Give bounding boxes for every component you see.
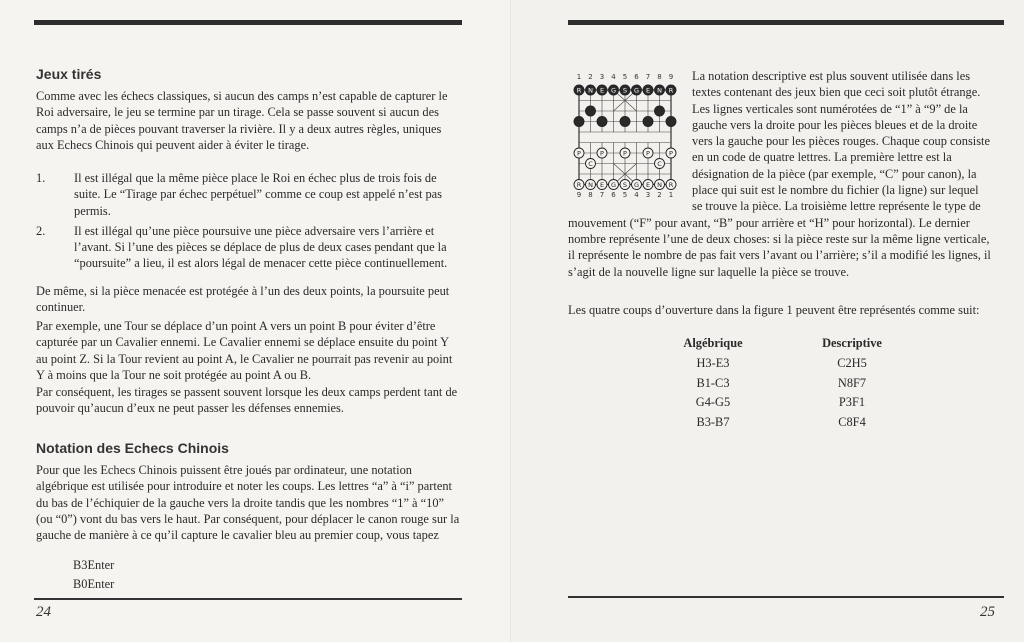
piece-disc [574, 117, 584, 127]
draws-intro: Comme avec les échecs classiques, si aucun des camps n’est capable de capturer le Roi adversaire, le jeu se termine par un tirage. Cela se passe souvent si aucun des camps n’a de pièces pouvant traverser la rivière. Il y a deux autres règles, uniques aux Echecs Chinois qui peuvent aider à éviter le tirage. [36, 89, 448, 152]
moves-table [660, 336, 902, 432]
descriptive-cell: C2H5 [837, 356, 867, 370]
file-number: 1 [576, 73, 582, 81]
file-number: 2 [588, 73, 593, 81]
table-header-row [660, 336, 902, 354]
piece-disc [597, 117, 607, 127]
piece-label: R [576, 86, 582, 95]
red-cannon [655, 159, 665, 169]
red-piece [597, 180, 607, 190]
blue-piece [620, 85, 630, 95]
piece-label: N [657, 86, 662, 95]
blue-cannon [586, 106, 596, 116]
red-piece [609, 180, 619, 190]
red-piece [655, 180, 665, 190]
file-number: 7 [599, 191, 605, 199]
file-number: 4 [611, 73, 616, 81]
piece-label: G [633, 180, 640, 189]
blue-piece [609, 85, 619, 95]
piece-label: N [588, 180, 593, 189]
protected-paragraph: De même, si la pièce menacée est protégée à l’un des deux points, la poursuite peut continuer. [36, 284, 450, 315]
header-descriptive: Descriptive [822, 336, 882, 350]
board-grid [579, 90, 671, 185]
file-number: 8 [588, 191, 593, 199]
rule-item [36, 223, 462, 272]
piece-label: P [669, 149, 673, 158]
piece-disc [620, 117, 630, 127]
red-pawn [620, 148, 630, 158]
bottom-rule [34, 598, 462, 600]
piece-label: P [646, 149, 650, 158]
file-number: 9 [576, 191, 582, 199]
header-algebraic: Algébrique [683, 336, 743, 350]
blue-pawn [666, 117, 676, 127]
piece-label: G [610, 180, 617, 189]
piece-label: R [668, 180, 674, 189]
file-number: 4 [634, 191, 639, 199]
red-piece [574, 180, 584, 190]
piece-label: E [599, 86, 605, 95]
blue-cannon [655, 106, 665, 116]
table-row [660, 374, 902, 394]
piece-label: P [623, 149, 627, 158]
red-piece [666, 180, 676, 190]
blue-piece [574, 85, 584, 95]
top-file-numbers [577, 73, 673, 81]
blue-piece [632, 85, 642, 95]
piece-label: C [657, 159, 662, 168]
descriptive-cell: C8F4 [838, 414, 866, 429]
blue-pawn [597, 117, 607, 127]
piece-disc [655, 106, 665, 116]
algebraic-cell: B3-B7 [696, 414, 730, 429]
file-number: 3 [645, 191, 651, 199]
piece-label: G [610, 86, 617, 95]
piece-disc [666, 117, 676, 127]
blue-pawn [620, 117, 630, 127]
red-pawn [643, 148, 653, 158]
blue-pawn [643, 117, 653, 127]
piece-label: P [600, 149, 604, 158]
piece-label: S [622, 86, 628, 95]
rule-text: Il est illégal que la même pièce place le Roi en échec plus de trois fois de suite. Le “Tirage par échec perpétuel” comme ce coup est appelé n’est pas permis. [74, 171, 442, 218]
piece-label: R [576, 180, 582, 189]
algebraic-cell: H3-E3 [696, 356, 730, 370]
red-cannon [586, 159, 596, 169]
board-figure [565, 70, 685, 200]
file-number: 7 [645, 73, 651, 81]
piece-label: E [645, 180, 651, 189]
rule-number: 2. [36, 223, 46, 238]
file-number: 5 [622, 73, 628, 81]
descriptive-cell: P3F1 [838, 395, 866, 409]
file-number: 8 [657, 73, 662, 81]
file-number: 9 [668, 73, 674, 81]
notation-description: La notation descriptive est plus souvent utilisée dans les textes contenant des jeux bien que ceci soit plutôt étrange. Les lignes verticales sont numérotées de “1” à “9” de la gauche vers la droite pour les pièces bleues et de la droite vers la gauche pour les pièces rouges. Chaque coup consiste en un code de quatre lettres. La première lettre est la désignation de la pièce (par exemple, “C” pour canon), la place qui suit est le nombre du fichier (la ligne) sur lequel se trouve la pièce. La troisième lettre représente le type de mouvement (“F” pour avant, “B” pour arrière et “H” pour horizontal). Le dernier nombre représente l’une de deux choses: si la pièce reste sur la même ligne verticale, il représente le nombre de pas fait vers l’avant ou l’arrière; s’il a modifié les lignes, il s’agit de la nouvelle ligne sur laquelle la pièce se trouve. [568, 69, 991, 279]
red-piece [643, 180, 653, 190]
blue-piece [586, 85, 596, 95]
table-row [660, 393, 902, 413]
page-number: 24 [36, 604, 51, 620]
red-piece [586, 180, 596, 190]
table-row [660, 413, 902, 433]
top-rule [34, 20, 462, 25]
consequence-paragraph: Par conséquent, les tirages se passent souvent lorsque les deux camps perdent tant de pouvoir qu’aucun d’eux ne peut passer les défenses ennemies. [36, 385, 458, 416]
piece-label: R [668, 86, 674, 95]
piece-label: S [622, 180, 628, 189]
red-pawn [597, 148, 607, 158]
file-number: 3 [599, 73, 605, 81]
file-number: 5 [622, 191, 628, 199]
blue-piece [597, 85, 607, 95]
piece-disc [643, 117, 653, 127]
rules-list [36, 170, 462, 276]
openings-intro: Les quatre coups d’ouverture dans la figure 1 peuvent être représentés comme suit: [568, 303, 980, 317]
piece-disc [586, 106, 596, 116]
rule-number: 1. [36, 171, 46, 185]
file-number: 6 [611, 191, 616, 199]
red-piece [620, 180, 630, 190]
notation-paragraph: Pour que les Echecs Chinois puissent être joués par ordinateur, une notation algébrique est utilisée pour introduire et noter les coups. Les lettres “a” à “i” partent du bas de l’échiquier de la gauche vers la droite tandis que les nombres “1” à “10” (ou “0”) vont du bas vers le haut. Par conséquent, pour déplacer le canon rouge sur la gauche de manière à ce qu’il capture le cavalier bleu au premier coup, vous tapez [36, 463, 460, 543]
descriptive-cell: N8F7 [837, 375, 867, 390]
blue-piece [666, 85, 676, 95]
command-line: B0Enter [73, 577, 115, 591]
blue-piece [643, 85, 653, 95]
example-paragraph: Par exemple, une Tour se déplace d’un point A vers un point B pour éviter d’être capturée par un Cavalier ennemi. Le Cavalier ennemi se déplace ensuite du point Y au point Z. Si la Tour revient au point A, le Cavalier ne pourrait pas revenir au point Y à moins que la Tour ne soit protégée au point A ou B. [36, 319, 453, 382]
piece-label: G [633, 86, 640, 95]
file-number: 1 [668, 191, 674, 199]
piece-label: C [588, 159, 593, 168]
top-rule [568, 20, 1004, 25]
section-title-draws: Jeux tirés [36, 66, 102, 82]
blue-pawn [574, 117, 584, 127]
rule-text: Il est illégal qu’une pièce poursuive une pièce adversaire vers l’arrière et l’avant. Si l’une des pièces se déplace de plus de deux cases pendant que la “poursuite” a lieu, il est alors légal de menacer cette pièce continuellement. [74, 223, 448, 271]
bottom-rule [568, 596, 1004, 598]
page-number: 25 [980, 604, 995, 620]
section-title-notation: Notation des Echecs Chinois [36, 440, 229, 456]
red-piece [632, 180, 642, 190]
blue-piece [655, 85, 665, 95]
algebraic-cell: G4-G5 [695, 395, 731, 409]
piece-label: E [599, 180, 605, 189]
piece-label: N [588, 86, 593, 95]
file-number: 6 [634, 73, 639, 81]
table-row [660, 354, 902, 374]
piece-label: N [657, 180, 662, 189]
command-line: B3Enter [73, 558, 115, 572]
rule-item [36, 170, 462, 219]
bottom-file-numbers [577, 191, 673, 199]
red-pawn [666, 148, 676, 158]
algebraic-cell: B1-C3 [696, 375, 730, 390]
piece-label: E [645, 86, 651, 95]
red-pawn [574, 148, 584, 158]
file-number: 2 [657, 191, 662, 199]
piece-label: P [577, 149, 581, 158]
